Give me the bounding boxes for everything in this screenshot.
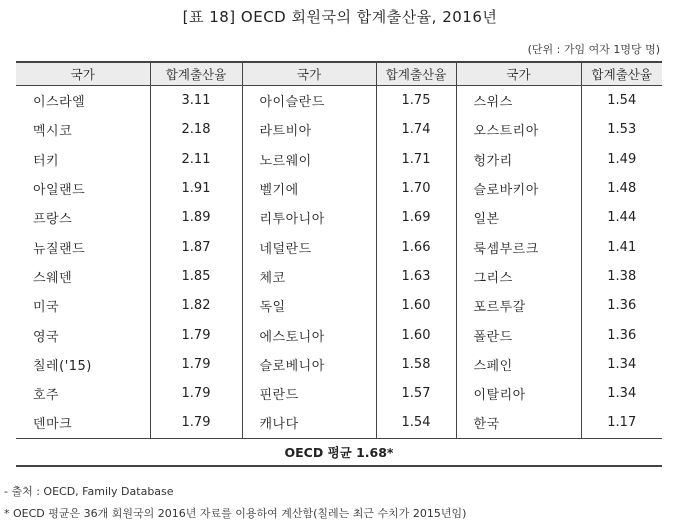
country-cell: 룩셈부르크 <box>456 232 581 261</box>
rate-cell: 1.85 <box>150 262 242 291</box>
table-row <box>16 379 662 408</box>
country-cell: 헝가리 <box>456 145 581 174</box>
country-cell: 스웨덴 <box>33 270 73 286</box>
rate-cell: 1.36 <box>581 291 662 320</box>
oecd-average: OECD 평균 1.68* <box>16 438 662 466</box>
footnote: * OECD 평균은 36개 회원국의 2016년 자료를 이용하여 계산함(칠레는 최근 수치가 2015년임) <box>4 507 467 520</box>
country-cell: 라트비아 <box>242 115 376 144</box>
source-note: - 출처 : OECD, Family Database <box>4 485 174 498</box>
rate-cell: 1.82 <box>150 291 242 320</box>
header-rate: 합계출산율 <box>376 62 456 86</box>
country-cell: 칠레('15) <box>33 358 92 374</box>
rate-cell: 1.89 <box>150 203 242 232</box>
rate-cell: 1.38 <box>581 262 662 291</box>
rate-cell: 1.34 <box>581 350 662 379</box>
table-row <box>16 145 662 174</box>
country-cell: 일본 <box>456 203 581 232</box>
rate-cell: 1.87 <box>150 232 242 261</box>
rate-cell: 2.11 <box>150 145 242 174</box>
rate-cell: 1.44 <box>581 203 662 232</box>
country-cell: 아일랜드 <box>33 183 86 199</box>
header-country: 국가 <box>16 62 150 86</box>
rate-cell: 3.11 <box>150 86 242 116</box>
table-body <box>16 86 662 466</box>
fertility-rate-table <box>16 61 662 467</box>
unit-note: (단위 : 가임 여자 1명당 명) <box>527 43 660 56</box>
table-row <box>16 320 662 349</box>
rate-cell: 1.75 <box>376 86 456 116</box>
table-title: [표 18] OECD 회원국의 합계출산율, 2016년 <box>182 8 498 26</box>
rate-cell: 1.58 <box>376 350 456 379</box>
country-cell: 슬로베니아 <box>242 350 376 379</box>
table-row <box>16 408 662 438</box>
rate-cell: 1.53 <box>581 115 662 144</box>
country-cell: 캐나다 <box>242 408 376 438</box>
country-cell: 리투아니아 <box>242 203 376 232</box>
header-row <box>16 62 662 86</box>
header-country: 국가 <box>456 62 581 86</box>
rate-cell: 1.70 <box>376 174 456 203</box>
country-cell: 에스토니아 <box>242 320 376 349</box>
rate-cell: 1.57 <box>376 379 456 408</box>
rate-cell: 1.60 <box>376 291 456 320</box>
country-cell: 폴란드 <box>456 320 581 349</box>
rate-cell: 1.79 <box>150 379 242 408</box>
table-row <box>16 203 662 232</box>
rate-cell: 1.69 <box>376 203 456 232</box>
rate-cell: 1.54 <box>376 408 456 438</box>
country-cell: 이탈리아 <box>456 379 581 408</box>
rate-cell: 1.74 <box>376 115 456 144</box>
country-cell: 독일 <box>242 291 376 320</box>
rate-cell: 1.91 <box>150 174 242 203</box>
country-cell: 스위스 <box>456 86 581 116</box>
country-cell: 아이슬란드 <box>242 86 376 116</box>
header-rate: 합계출산율 <box>581 62 662 86</box>
country-cell: 네덜란드 <box>242 232 376 261</box>
rate-cell: 1.34 <box>581 379 662 408</box>
country-cell: 멕시코 <box>33 124 73 140</box>
country-cell: 한국 <box>456 408 581 438</box>
country-cell: 벨기에 <box>242 174 376 203</box>
country-cell: 영국 <box>33 329 60 345</box>
table-row <box>16 350 662 379</box>
header-rate: 합계출산율 <box>150 62 242 86</box>
rate-cell: 1.79 <box>150 350 242 379</box>
rate-cell: 1.48 <box>581 174 662 203</box>
country-cell: 이스라엘 <box>33 95 86 111</box>
table-row <box>16 174 662 203</box>
table-row <box>16 232 662 261</box>
rate-cell: 1.63 <box>376 262 456 291</box>
rate-cell: 1.71 <box>376 145 456 174</box>
rate-cell: 1.60 <box>376 320 456 349</box>
country-cell: 미국 <box>33 300 60 316</box>
country-cell: 프랑스 <box>33 212 73 228</box>
rate-cell: 1.79 <box>150 408 242 438</box>
table-row <box>16 115 662 144</box>
rate-cell: 1.49 <box>581 145 662 174</box>
average-row <box>16 438 662 466</box>
table-row <box>16 262 662 291</box>
country-cell: 그리스 <box>456 262 581 291</box>
rate-cell: 1.54 <box>581 86 662 116</box>
country-cell: 슬로바키아 <box>456 174 581 203</box>
rate-cell: 1.17 <box>581 408 662 438</box>
country-cell: 스페인 <box>456 350 581 379</box>
rate-cell: 1.36 <box>581 320 662 349</box>
country-cell: 뉴질랜드 <box>33 241 86 257</box>
country-cell: 포르투갈 <box>456 291 581 320</box>
table-row <box>16 291 662 320</box>
country-cell: 덴마크 <box>16 408 150 438</box>
rate-cell: 1.79 <box>150 320 242 349</box>
country-cell: 체코 <box>242 262 376 291</box>
country-cell: 오스트리아 <box>456 115 581 144</box>
header-country: 국가 <box>242 62 376 86</box>
notes <box>4 481 466 525</box>
country-cell: 터키 <box>33 153 60 169</box>
table-row <box>16 86 662 116</box>
rate-cell: 2.18 <box>150 115 242 144</box>
country-cell: 노르웨이 <box>242 145 376 174</box>
country-cell: 핀란드 <box>242 379 376 408</box>
rate-cell: 1.41 <box>581 232 662 261</box>
rate-cell: 1.66 <box>376 232 456 261</box>
country-cell: 호주 <box>33 388 60 404</box>
